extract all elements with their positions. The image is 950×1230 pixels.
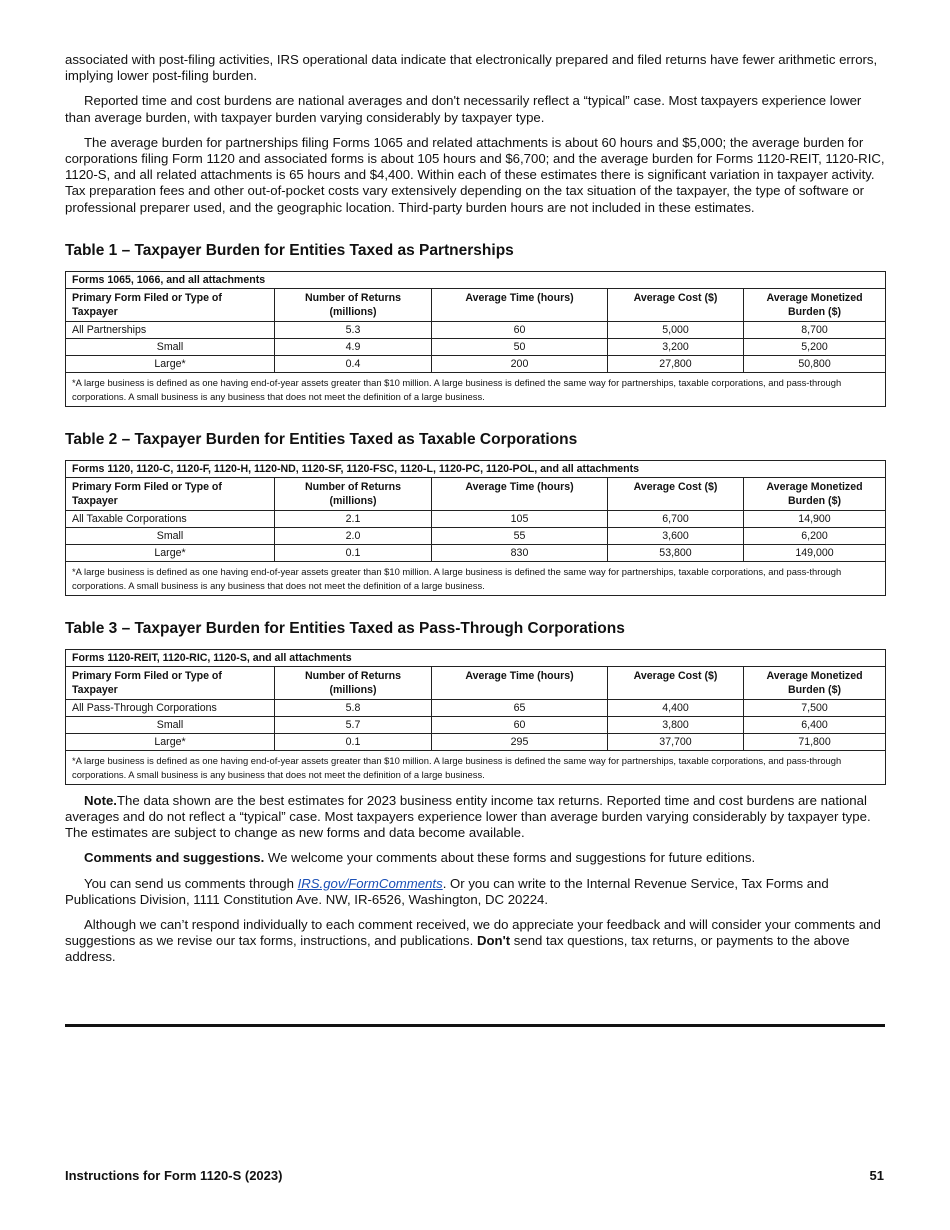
- row-cost: 3,600: [608, 527, 744, 544]
- table-row: [66, 338, 886, 355]
- comments-label: Comments and suggestions.: [84, 850, 265, 866]
- col-header-returns: Number of Returns (millions): [275, 288, 432, 321]
- row-label: All Partnerships: [66, 321, 275, 338]
- table-row: [66, 355, 886, 372]
- row-burden: 50,800: [744, 355, 886, 372]
- comments-heading-paragraph: [65, 850, 885, 866]
- closing-pre-text: Although we can’t respond individually to each comment received, we do appreciate your feedback and will consider your comments and suggestions as we revise our tax forms, instructions, and publications.: [65, 917, 881, 949]
- col-header-time: Average Time (hours): [432, 288, 608, 321]
- row-burden: 6,200: [744, 527, 886, 544]
- table-row: [66, 716, 886, 733]
- row-cost: 3,800: [608, 716, 744, 733]
- send-comments-paragraph: [65, 876, 885, 908]
- row-returns: 2.0: [275, 527, 432, 544]
- row-cost: 6,700: [608, 510, 744, 527]
- table-2-footnote: *A large business is defined as one having end-of-year assets greater than $10 million. A large business is defined the same way for partnerships, taxable corporations, and pass-through corporations. A small business is any business that does not meet the definition of a large business.: [66, 561, 886, 595]
- table-row: [66, 510, 886, 527]
- closing-post-text: send tax questions, tax returns, or payments to the above address.: [65, 933, 850, 965]
- row-returns: 0.1: [275, 544, 432, 561]
- col-header-cost: Average Cost ($): [608, 288, 744, 321]
- table-1-footnote: *A large business is defined as one having end-of-year assets greater than $10 million. A large business is defined the same way for partnerships, taxable corporations, and pass-through corporations. A small business is any business that does not meet the definition of a large business.: [66, 372, 886, 406]
- col-header-burden: Average Monetized Burden ($): [744, 288, 886, 321]
- send-pre-text: You can send us comments through: [84, 875, 298, 891]
- row-cost: 27,800: [608, 355, 744, 372]
- row-cost: 5,000: [608, 321, 744, 338]
- col-header-time: Average Time (hours): [432, 477, 608, 510]
- row-cost: 53,800: [608, 544, 744, 561]
- row-returns: 5.3: [275, 321, 432, 338]
- row-burden: 5,200: [744, 338, 886, 355]
- note-text: The data shown are the best estimates for 2023 business entity income tax returns. Reported time and cost burdens are national averages and do not reflect a “typical” case. Most taxpayers experience lower than average burden varying considerably by taxpayer type. The estimates are subject to change as new forms and data become available.: [65, 792, 871, 841]
- row-label: Large*: [66, 733, 275, 750]
- row-label: All Pass-Through Corporations: [66, 699, 275, 716]
- row-label: Large*: [66, 544, 275, 561]
- table-3-forms: Forms 1120-REIT, 1120-RIC, 1120-S, and all attachments: [66, 649, 886, 666]
- row-cost: 3,200: [608, 338, 744, 355]
- col-header-type: Primary Form Filed or Type of Taxpayer: [66, 666, 275, 699]
- row-time: 105: [432, 510, 608, 527]
- footer-title: Instructions for Form 1120-S (2023): [65, 1168, 283, 1183]
- row-returns: 0.1: [275, 733, 432, 750]
- col-header-time: Average Time (hours): [432, 666, 608, 699]
- table-row: [66, 733, 886, 750]
- table-3: [65, 649, 886, 785]
- table-row: [66, 321, 886, 338]
- table-1-forms: Forms 1065, 1066, and all attachments: [66, 271, 886, 288]
- col-header-burden: Average Monetized Burden ($): [744, 666, 886, 699]
- row-label: All Taxable Corporations: [66, 510, 275, 527]
- note-paragraph: [65, 793, 885, 842]
- row-burden: 8,700: [744, 321, 886, 338]
- form-comments-link[interactable]: IRS.gov/FormComments: [297, 875, 443, 891]
- row-label: Small: [66, 716, 275, 733]
- table-1-title: Table 1 – Taxpayer Burden for Entities Taxed as Partnerships: [65, 241, 514, 259]
- row-cost: 37,700: [608, 733, 744, 750]
- row-burden: 71,800: [744, 733, 886, 750]
- row-time: 50: [432, 338, 608, 355]
- row-time: 200: [432, 355, 608, 372]
- row-time: 65: [432, 699, 608, 716]
- row-returns: 5.7: [275, 716, 432, 733]
- col-header-cost: Average Cost ($): [608, 666, 744, 699]
- col-header-type: Primary Form Filed or Type of Taxpayer: [66, 477, 275, 510]
- row-time: 830: [432, 544, 608, 561]
- row-time: 60: [432, 716, 608, 733]
- table-row: [66, 544, 886, 561]
- table-2: [65, 460, 886, 596]
- note-label: Note.: [84, 792, 117, 808]
- table-2-forms: Forms 1120, 1120-C, 1120-F, 1120-H, 1120-ND, 1120-SF, 1120-FSC, 1120-L, 1120-PC, 1120-POL, and all attachments: [66, 460, 886, 477]
- intro-paragraph-2: Reported time and cost burdens are national averages and don't necessarily reflect a “typical” case. Most taxpayers experience lower than average burden, with taxpayer burden varying considerably by taxpayer type.: [65, 93, 862, 125]
- table-1: [65, 271, 886, 407]
- row-burden: 149,000: [744, 544, 886, 561]
- closing-bold-text: Don't: [476, 933, 511, 949]
- row-returns: 5.8: [275, 699, 432, 716]
- table-row: [66, 699, 886, 716]
- row-time: 295: [432, 733, 608, 750]
- col-header-cost: Average Cost ($): [608, 477, 744, 510]
- row-returns: 4.9: [275, 338, 432, 355]
- row-returns: 2.1: [275, 510, 432, 527]
- col-header-returns: Number of Returns (millions): [275, 477, 432, 510]
- row-burden: 6,400: [744, 716, 886, 733]
- intro-paragraph-3: The average burden for partnerships filing Forms 1065 and related attachments is about 60 hours and $5,000; the average burden for corporations filing Form 1120 and associated forms is about 105 hours and $6,700; and the average burden for Forms 1120-REIT, 1120-RIC, 1120-S, and all related attachments is 65 hours and $4,400. Within each of these estimates there is significant variation in taxpayer activity. Tax preparation fees and other out-of-pocket costs vary extensively depending on the tax situation of the taxpayer, the type of software or professional preparer used, and the geographic location. Third-party burden hours are not included in these estimates.: [65, 134, 885, 215]
- row-burden: 14,900: [744, 510, 886, 527]
- table-3-title: Table 3 – Taxpayer Burden for Entities Taxed as Pass-Through Corporations: [65, 619, 625, 637]
- closing-paragraph: [65, 917, 885, 966]
- row-time: 55: [432, 527, 608, 544]
- page-body: [65, 52, 885, 975]
- page-number: 51: [869, 1168, 884, 1183]
- row-cost: 4,400: [608, 699, 744, 716]
- send-post-text: . Or you can write to the Internal Revenue Service, Tax Forms and Publications Division, 1111 Constitution Ave. NW, IR-6526, Washington, DC 20224.: [65, 875, 829, 907]
- col-header-returns: Number of Returns (millions): [275, 666, 432, 699]
- row-burden: 7,500: [744, 699, 886, 716]
- section-divider: [65, 1024, 885, 1027]
- row-label: Large*: [66, 355, 275, 372]
- row-label: Small: [66, 527, 275, 544]
- table-row: [66, 527, 886, 544]
- row-label: Small: [66, 338, 275, 355]
- table-2-title: Table 2 – Taxpayer Burden for Entities Taxed as Taxable Corporations: [65, 430, 578, 448]
- row-time: 60: [432, 321, 608, 338]
- col-header-burden: Average Monetized Burden ($): [744, 477, 886, 510]
- intro-paragraph-1: associated with post-filing activities, IRS operational data indicate that electronically prepared and filed returns have fewer arithmetic errors, implying lower post-filing burden.: [65, 52, 878, 84]
- comments-text: We welcome your comments about these forms and suggestions for future editions.: [264, 850, 756, 866]
- table-3-footnote: *A large business is defined as one having end-of-year assets greater than $10 million. A large business is defined the same way for partnerships, taxable corporations, and pass-through corporations. A small business is any business that does not meet the definition of a large business.: [66, 750, 886, 784]
- row-returns: 0.4: [275, 355, 432, 372]
- col-header-type: Primary Form Filed or Type of Taxpayer: [66, 288, 275, 321]
